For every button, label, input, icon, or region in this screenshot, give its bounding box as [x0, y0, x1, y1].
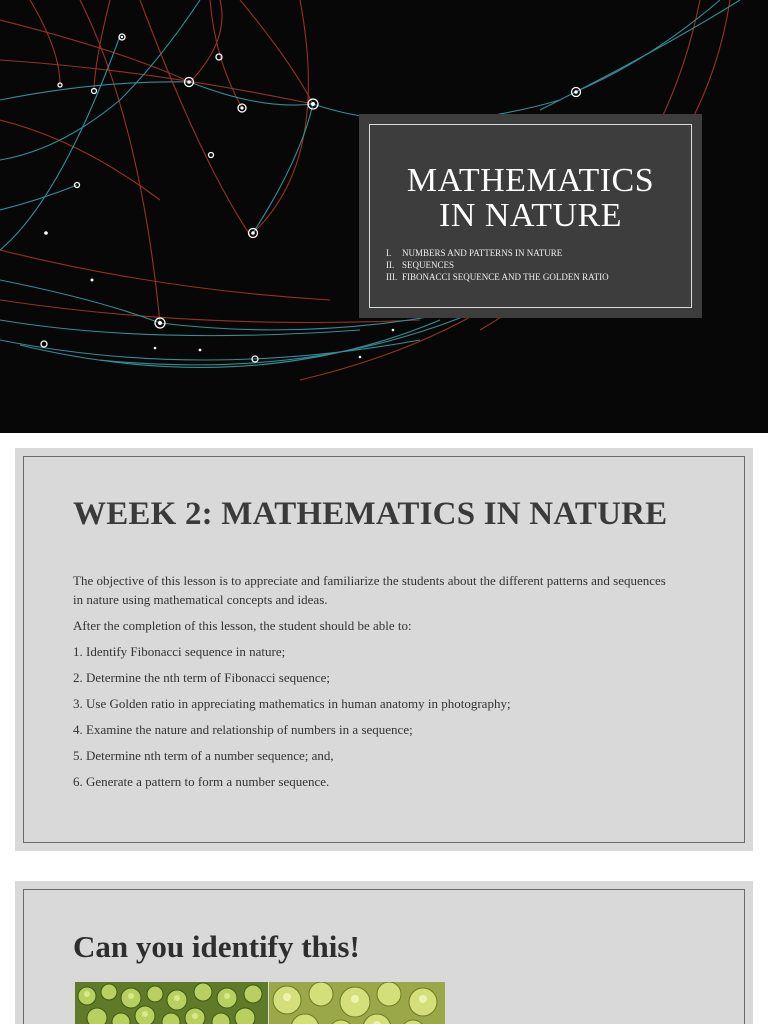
list-item: 3. Use Golden ratio in appreciating mathematics in human anatomy in photography;: [73, 696, 511, 711]
list-item: 4. Examine the nature and relationship of numbers in a sequence;: [73, 722, 413, 737]
toc-item-number: I.: [386, 248, 392, 258]
objectives-intro: After the completion of this lesson, the student should be able to:: [73, 618, 412, 633]
list-item: 5. Determine nth term of a number sequence; and,: [73, 748, 334, 763]
toc-item-text: FIBONACCI SEQUENCE AND THE GOLDEN RATIO: [402, 272, 609, 282]
question-slide: [15, 881, 753, 1024]
toc-item-number: II.: [386, 260, 395, 270]
objectives-body: [73, 571, 679, 798]
toc-item: [386, 259, 609, 271]
toc-item-number: III.: [386, 272, 398, 282]
romanesco-photo-right: [269, 982, 445, 1024]
objective-paragraph: The objective of this lesson is to appreciate and familiarize the students about the different patterns and sequences in nature using mathematical concepts and ideas.: [73, 573, 666, 607]
question-title: Can you identify this!: [73, 929, 360, 964]
list-item: 2. Determine the nth term of Fibonacci sequence;: [73, 670, 331, 685]
romanesco-photo-left: [75, 982, 268, 1024]
objectives-title: WEEK 2: MATHEMATICS IN NATURE: [73, 496, 668, 532]
list-item: 1. Identify Fibonacci sequence in nature;: [73, 644, 286, 659]
toc-item-text: SEQUENCES: [402, 260, 455, 270]
toc-item: [386, 271, 609, 283]
title-box: [359, 114, 702, 318]
objectives-slide: [15, 448, 753, 851]
slide-title: [370, 163, 691, 233]
toc-item: [386, 247, 609, 259]
objectives-list: [73, 642, 679, 791]
title-box-frame: [369, 124, 692, 308]
title-slide: [0, 0, 768, 433]
slide-title-line2: IN NATURE: [439, 197, 622, 234]
slide-title-line1: MATHEMATICS: [406, 162, 655, 199]
list-item: 6. Generate a pattern to form a number sequence.: [73, 774, 330, 789]
table-of-contents: [386, 247, 609, 283]
toc-item-text: NUMBERS AND PATTERNS IN NATURE: [402, 248, 563, 258]
